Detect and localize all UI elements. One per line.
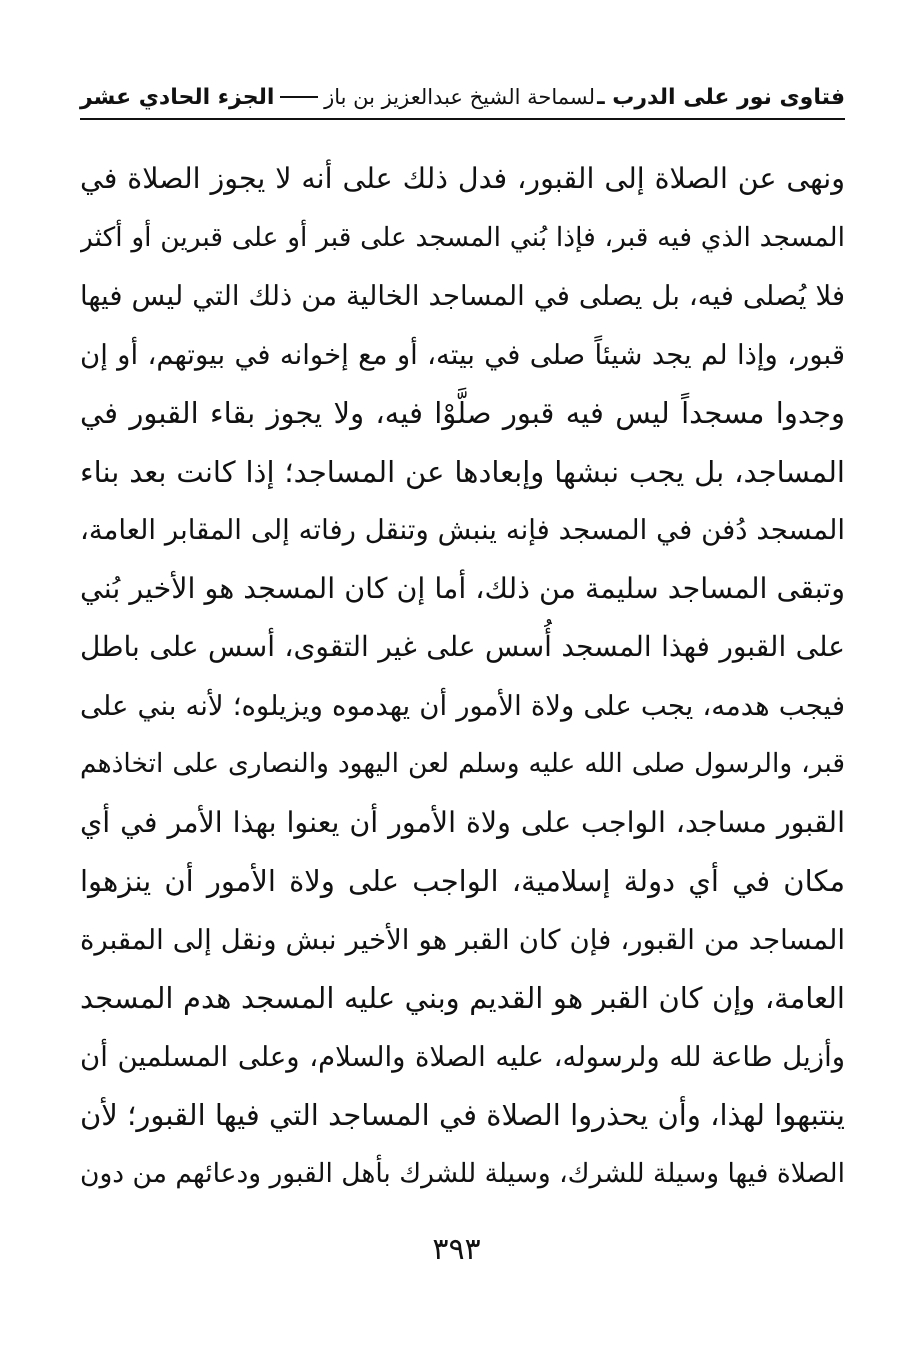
header-rule (280, 96, 318, 98)
text-line: المسجد دُفن في المسجد فإنه ينبش وتنقل رفاته إلى المقابر العامة، (80, 514, 845, 546)
header-author: لسماحة الشيخ عبدالعزيز بن باز (324, 85, 596, 109)
text-line: القبور مساجد، الواجب على ولاة الأمور أن يعنوا بهذا الأمر في أي (80, 805, 845, 839)
text-line: ونهى عن الصلاة إلى القبور، فدل ذلك على أنه لا يجوز الصلاة في (80, 162, 845, 195)
text-line: الصلاة فيها وسيلة للشرك، وسيلة للشرك بأهل القبور ودعائهم من دون (80, 1157, 845, 1189)
header-part: الجزء الحادي عشر (80, 84, 275, 110)
text-line: المساجد، بل يجب نبشها وإبعادها عن المساجد؛ إذا كانت بعد بناء (80, 454, 845, 489)
text-line: العامة، وإن كان القبر هو القديم وبني عليه المسجد هدم المسجد (80, 981, 845, 1015)
text-line: المسجد الذي فيه قبر، فإذا بُني المسجد على قبر أو على قبرين أو أكثر (80, 221, 845, 253)
text-line: وجدوا مسجداً ليس فيه قبور صلَّوْا فيه، ولا يجوز بقاء القبور في (80, 396, 845, 430)
body-text (80, 150, 845, 1203)
page-number: ٣٩٣ (432, 1232, 481, 1267)
text-line: وتبقى المساجد سليمة من ذلك، أما إن كان المسجد هو الأخير بُني (80, 571, 845, 605)
text-line: فيجب هدمه، يجب على ولاة الأمور أن يهدموه ويزيلوه؛ لأنه بني على (80, 689, 845, 722)
text-line: قبور، وإذا لم يجد شيئاً صلى في بيته، أو مع إخوانه في بيوتهم، أو إن (80, 338, 845, 371)
text-line: ينتبهوا لهذا، وأن يحذروا الصلاة في المساجد التي فيها القبور؛ لأن (80, 1098, 845, 1132)
text-line: فلا يُصلى فيه، بل يصلى في المساجد الخالية من ذلك التي ليس فيها (80, 280, 845, 312)
text-line: المساجد من القبور، فإن كان القبر هو الأخير نبش ونقل إلى المقبرة (80, 923, 845, 956)
text-line: على القبور فهذا المسجد أُسس على غير التقوى، أسس على باطل (80, 630, 845, 663)
text-line: وأزيل طاعة لله ولرسوله، عليه الصلاة والسلام، وعلى المسلمين أن (80, 1040, 845, 1073)
header-book-title: فتاوى نور على الدرب ـ (597, 84, 845, 110)
running-header (80, 80, 845, 120)
text-line: مكان في أي دولة إسلامية، الواجب على ولاة الأمور أن ينزهوا (80, 864, 845, 898)
text-line: قبر، والرسول صلى الله عليه وسلم لعن اليهود والنصارى على اتخاذهم (80, 748, 845, 779)
